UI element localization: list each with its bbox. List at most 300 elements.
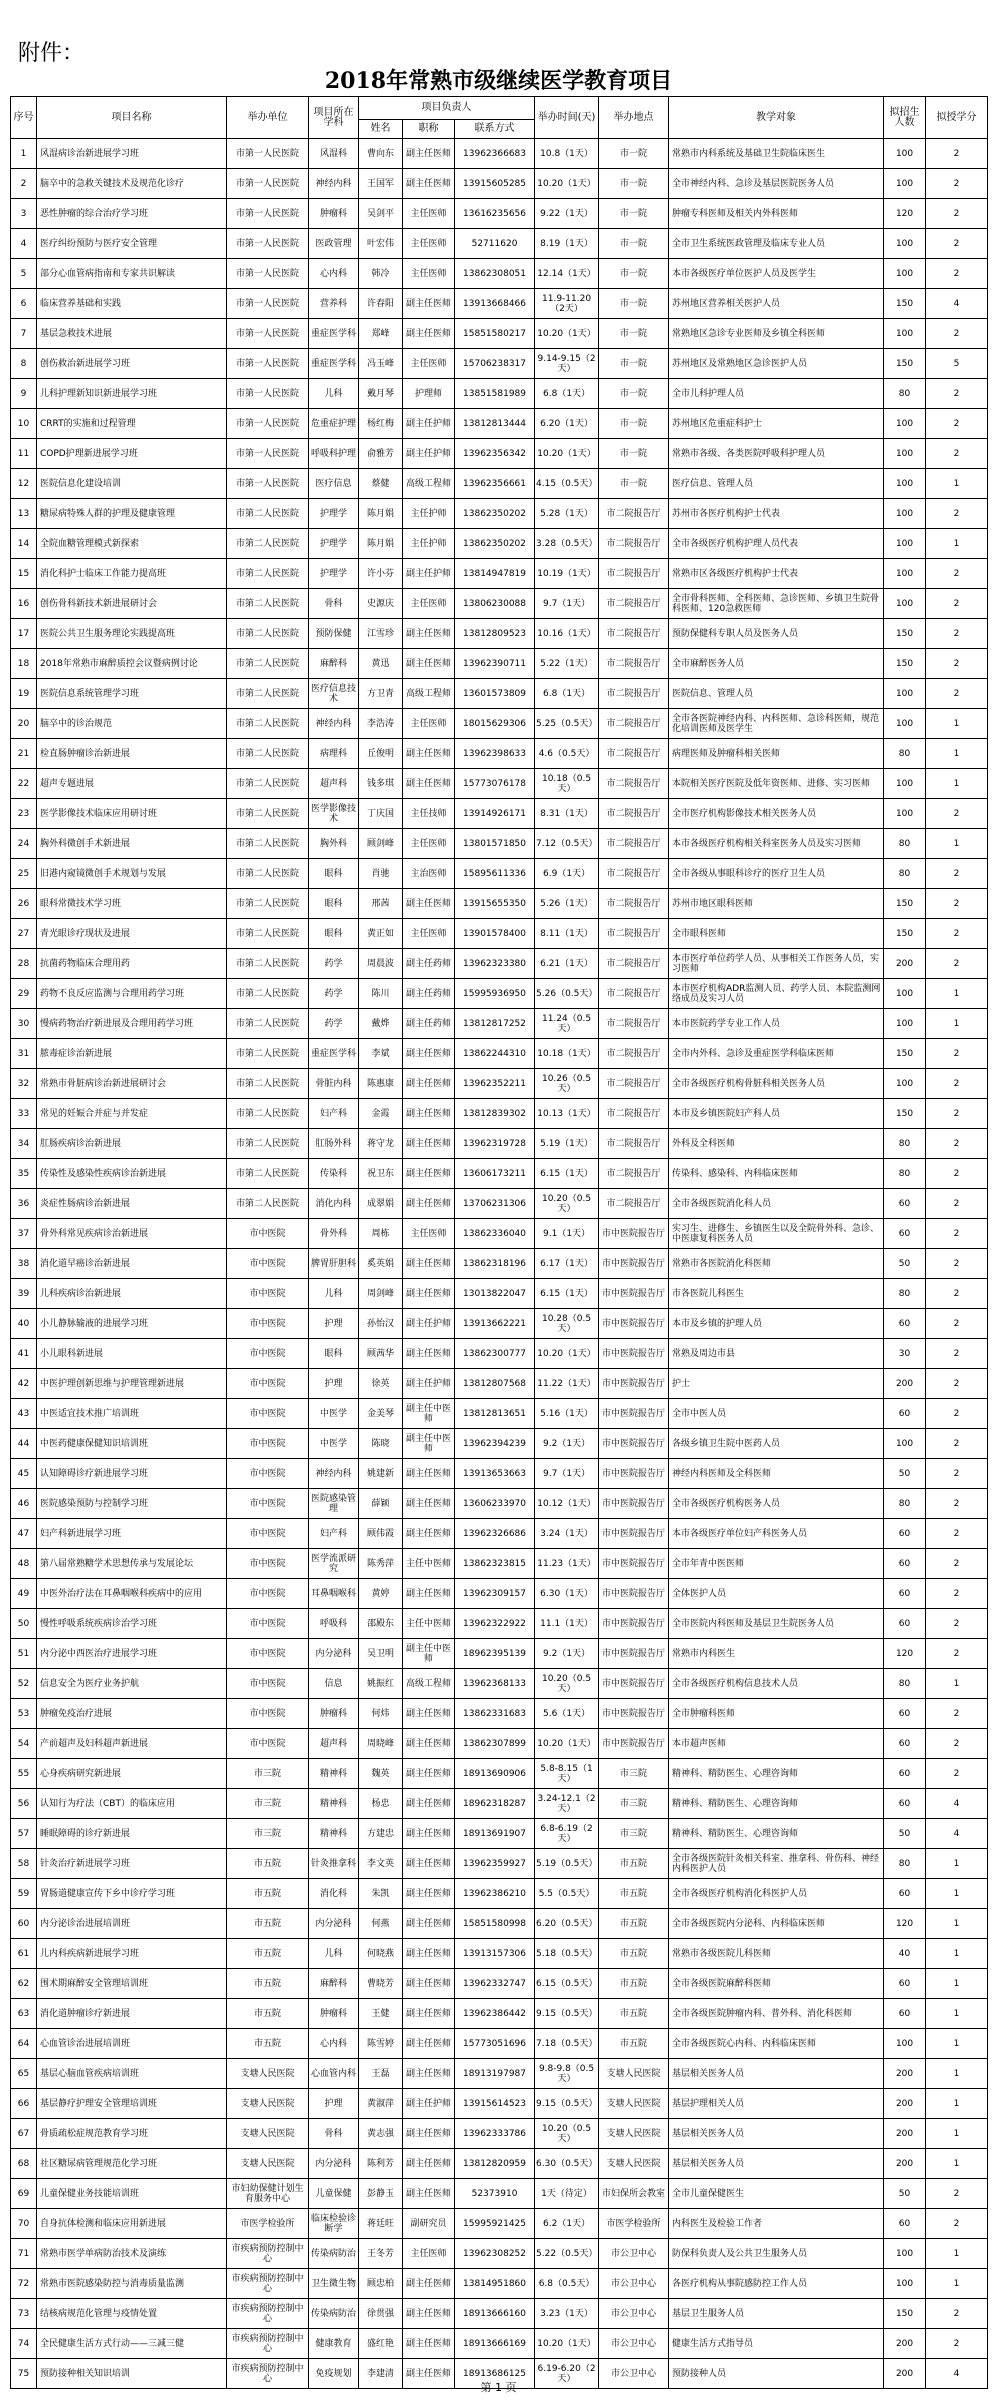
- cell-dept: 儿童保健: [309, 2179, 359, 2209]
- cell-credit: 2: [926, 1609, 988, 1639]
- cell-leader-name: 许春阳: [359, 289, 403, 319]
- cell-no: 12: [11, 469, 37, 499]
- cell-place: 市一院: [599, 259, 669, 289]
- cell-no: 47: [11, 1519, 37, 1549]
- cell-count: 100: [884, 559, 926, 589]
- cell-dept: 心血管内科: [309, 2059, 359, 2089]
- cell-audience: 本市超声医师: [669, 1729, 884, 1759]
- cell-audience: 基层护理相关人员: [669, 2089, 884, 2119]
- cell-no: 16: [11, 589, 37, 619]
- cell-dept: 神经内科: [309, 169, 359, 199]
- cell-leader-name: 韩冷: [359, 259, 403, 289]
- cell-time: 6.19-6.20（2天）: [535, 2359, 599, 2389]
- cell-no: 26: [11, 889, 37, 919]
- cell-leader-title: 副主任医师: [403, 1489, 455, 1519]
- cell-credit: 1: [926, 1849, 988, 1879]
- cell-leader-title: 副主任医师: [403, 1339, 455, 1369]
- cell-leader-phone: 18913197987: [455, 2059, 535, 2089]
- header-audience: 教学对象: [669, 97, 884, 139]
- cell-place: 市中医院报告厅: [599, 1669, 669, 1699]
- cell-audience: 全市各级医疗机构骨脏科相关医务人员: [669, 1069, 884, 1099]
- cell-dept: 药学: [309, 949, 359, 979]
- cell-leader-name: 俞雅芳: [359, 439, 403, 469]
- cell-dept: 病理科: [309, 739, 359, 769]
- cell-leader-title: 副主任医师: [403, 1969, 455, 1999]
- table-row: [11, 2119, 988, 2149]
- cell-dept: 医政管理: [309, 229, 359, 259]
- cell-leader-name: 方卫青: [359, 679, 403, 709]
- cell-leader-title: 副主任护师: [403, 439, 455, 469]
- table-row: [11, 1219, 988, 1249]
- cell-audience: 全市神经内科、急诊及基层医院医务人员: [669, 169, 884, 199]
- table-row: [11, 979, 988, 1009]
- cell-leader-phone: 13962398633: [455, 739, 535, 769]
- cell-leader-title: 副主任医师: [403, 1789, 455, 1819]
- cell-org: 市第二人民医院: [227, 859, 309, 889]
- cell-dept: 儿科: [309, 1279, 359, 1309]
- cell-time: 6.8（1天）: [535, 379, 599, 409]
- cell-audience: 基层相关医务人员: [669, 2119, 884, 2149]
- cell-credit: 2: [926, 1099, 988, 1129]
- cell-leader-phone: 13962366683: [455, 139, 535, 169]
- cell-dept: 护理: [309, 2089, 359, 2119]
- cell-time: 6.17（1天）: [535, 1249, 599, 1279]
- cell-leader-name: 李浩涛: [359, 709, 403, 739]
- table-row: [11, 1909, 988, 1939]
- cell-dept: 医疗信息: [309, 469, 359, 499]
- cell-time: 10.20（1天）: [535, 169, 599, 199]
- cell-time: 5.5（0.5天）: [535, 1879, 599, 1909]
- cell-leader-title: 副主任医师: [403, 1879, 455, 1909]
- cell-leader-phone: 13962333786: [455, 2119, 535, 2149]
- cell-name: 基层静疗护理安全管理培训班: [37, 2089, 227, 2119]
- cell-name: 内分泌诊治进展培训班: [37, 1909, 227, 1939]
- cell-no: 13: [11, 499, 37, 529]
- cell-org: 市第二人民医院: [227, 499, 309, 529]
- cell-leader-phone: 13862244310: [455, 1039, 535, 1069]
- cell-no: 73: [11, 2299, 37, 2329]
- cell-audience: 医院信息、管理人员: [669, 679, 884, 709]
- cell-no: 4: [11, 229, 37, 259]
- cell-count: 100: [884, 589, 926, 619]
- cell-count: 50: [884, 1249, 926, 1279]
- cell-place: 市一院: [599, 349, 669, 379]
- table-row: [11, 1879, 988, 1909]
- cell-name: 中医药健康保健知识培训班: [37, 1429, 227, 1459]
- cell-time: 4.15（0.5天）: [535, 469, 599, 499]
- cell-audience: 全市眼科医师: [669, 919, 884, 949]
- cell-leader-title: 副主任医师: [403, 2149, 455, 2179]
- cell-leader-name: 周栋: [359, 1219, 403, 1249]
- cell-count: 100: [884, 409, 926, 439]
- cell-audience: 肿瘤专科医师及相关内外科医师: [669, 199, 884, 229]
- cell-place: 市二院报告厅: [599, 1069, 669, 1099]
- cell-name: 医疗纠纷预防与医疗安全管理: [37, 229, 227, 259]
- cell-dept: 内分泌科: [309, 1909, 359, 1939]
- cell-audience: 全市儿科护理人员: [669, 379, 884, 409]
- cell-count: 100: [884, 1009, 926, 1039]
- cell-credit: 1: [926, 2149, 988, 2179]
- page-title: 2018年常熟市级继续医学教育项目: [324, 68, 673, 94]
- cell-count: 60: [884, 1999, 926, 2029]
- cell-place: 市二院报告厅: [599, 1189, 669, 1219]
- cell-org: 市中医院: [227, 1279, 309, 1309]
- cell-time: 4.6（0.5天）: [535, 739, 599, 769]
- cell-leader-title: 副主任医师: [403, 139, 455, 169]
- cell-leader-name: 王磊: [359, 2059, 403, 2089]
- cell-no: 49: [11, 1579, 37, 1609]
- cell-org: 市五院: [227, 1939, 309, 1969]
- cell-leader-title: 副主任护师: [403, 559, 455, 589]
- cell-dept: 卫生微生物: [309, 2269, 359, 2299]
- cell-place: 市中医院报告厅: [599, 1279, 669, 1309]
- cell-credit: 4: [926, 2359, 988, 2389]
- cell-audience: 全市各级医疗机构消化科医护人员: [669, 1879, 884, 1909]
- cell-count: 50: [884, 2179, 926, 2209]
- cell-count: 100: [884, 259, 926, 289]
- cell-place: 市二院报告厅: [599, 649, 669, 679]
- cell-org: 市中医院: [227, 1579, 309, 1609]
- cell-count: 80: [884, 1849, 926, 1879]
- cell-count: 100: [884, 799, 926, 829]
- table-row: [11, 529, 988, 559]
- cell-dept: 胸外科: [309, 829, 359, 859]
- cell-credit: 1: [926, 2059, 988, 2089]
- cell-leader-title: 主任中医师: [403, 1609, 455, 1639]
- cell-place: 支塘人民医院: [599, 2059, 669, 2089]
- cell-time: 5.22（0.5天）: [535, 2239, 599, 2269]
- cell-leader-name: 周晓峰: [359, 1729, 403, 1759]
- cell-place: 市三院: [599, 1819, 669, 1849]
- cell-leader-title: 副主任医师: [403, 1999, 455, 2029]
- cell-no: 63: [11, 1999, 37, 2029]
- table-row: [11, 379, 988, 409]
- cell-count: 100: [884, 229, 926, 259]
- cell-dept: 内分泌科: [309, 1639, 359, 1669]
- cell-dept: 精神科: [309, 1819, 359, 1849]
- cell-count: 200: [884, 2089, 926, 2119]
- cell-leader-phone: 13862323815: [455, 1549, 535, 1579]
- cell-name: 医院感染预防与控制学习班: [37, 1489, 227, 1519]
- cell-leader-name: 曹向东: [359, 139, 403, 169]
- cell-audience: 苏州地区危重症科护士: [669, 409, 884, 439]
- cell-name: 基层心脑血管疾病培训班: [37, 2059, 227, 2089]
- cell-dept: 神经内科: [309, 709, 359, 739]
- cell-leader-name: 黄志强: [359, 2119, 403, 2149]
- cell-leader-name: 陈利芳: [359, 2149, 403, 2179]
- cell-credit: 2: [926, 949, 988, 979]
- cell-time: 6.30（0.5天）: [535, 2149, 599, 2179]
- cell-count: 150: [884, 1039, 926, 1069]
- cell-place: 市二院报告厅: [599, 739, 669, 769]
- cell-name: 全院血糖管理模式新探索: [37, 529, 227, 559]
- cell-no: 30: [11, 1009, 37, 1039]
- cell-place: 市一院: [599, 319, 669, 349]
- cell-count: 80: [884, 1489, 926, 1519]
- table-row: [11, 1039, 988, 1069]
- cell-leader-name: 戴月琴: [359, 379, 403, 409]
- cell-no: 58: [11, 1849, 37, 1879]
- cell-dept: 超声科: [309, 769, 359, 799]
- cell-leader-title: 副主任医师: [403, 169, 455, 199]
- cell-time: 6.20（1天）: [535, 409, 599, 439]
- cell-place: 市二院报告厅: [599, 679, 669, 709]
- cell-leader-title: 副主任医师: [403, 1579, 455, 1609]
- cell-dept: 护理学: [309, 529, 359, 559]
- cell-count: 200: [884, 1369, 926, 1399]
- cell-org: 市疾病预防控制中心: [227, 2239, 309, 2269]
- cell-time: 6.8（0.5天）: [535, 2269, 599, 2299]
- cell-no: 18: [11, 649, 37, 679]
- cell-org: 市第二人民医院: [227, 919, 309, 949]
- cell-credit: 1: [926, 1969, 988, 1999]
- cell-count: 100: [884, 2029, 926, 2059]
- cell-leader-title: 副主任中医师: [403, 1429, 455, 1459]
- cell-no: 29: [11, 979, 37, 1009]
- cell-place: 市中医院报告厅: [599, 1459, 669, 1489]
- cell-place: 市一院: [599, 289, 669, 319]
- cell-leader-name: 盛红艳: [359, 2329, 403, 2359]
- cell-audience: 本院相关医疗医院及低年资医师、进修、实习医师: [669, 769, 884, 799]
- cell-leader-name: 周晨波: [359, 949, 403, 979]
- cell-leader-phone: 13962332747: [455, 1969, 535, 1999]
- cell-credit: 2: [926, 319, 988, 349]
- cell-dept: 重症医学科: [309, 349, 359, 379]
- cell-time: 9.2（1天）: [535, 1639, 599, 1669]
- cell-audience: 全市各级医院针灸相关科室、推拿科、骨伤科、神经内科医护人员: [669, 1849, 884, 1879]
- table-row: [11, 2269, 988, 2299]
- cell-count: 40: [884, 1939, 926, 1969]
- cell-leader-phone: 13962308252: [455, 2239, 535, 2269]
- cell-audience: 病理医师及肿瘤科相关医师: [669, 739, 884, 769]
- cell-leader-title: 副主任医师: [403, 1939, 455, 1969]
- cell-leader-title: 副主任药师: [403, 1009, 455, 1039]
- cell-audience: 外科及全科医师: [669, 1129, 884, 1159]
- cell-dept: 麻醉科: [309, 649, 359, 679]
- attachment-label: 附件：: [18, 41, 85, 66]
- cell-leader-phone: 13013822047: [455, 1279, 535, 1309]
- cell-credit: 2: [926, 1309, 988, 1339]
- table-row: [11, 2239, 988, 2269]
- cell-leader-title: 副主任医师: [403, 1849, 455, 1879]
- cell-leader-name: 王冬芳: [359, 2239, 403, 2269]
- cell-no: 9: [11, 379, 37, 409]
- cell-org: 市妇幼保健计划生育服务中心: [227, 2179, 309, 2209]
- cell-time: 10.26（0.5天）: [535, 1069, 599, 1099]
- cell-org: 市第一人民医院: [227, 229, 309, 259]
- page-number: 第 1 页: [480, 2381, 517, 2394]
- cell-place: 市中医院报告厅: [599, 1219, 669, 1249]
- cell-no: 67: [11, 2119, 37, 2149]
- cell-audience: 本市医院药学专业工作人员: [669, 1009, 884, 1039]
- cell-leader-name: 陈川: [359, 979, 403, 1009]
- cell-leader-title: 主任护师: [403, 499, 455, 529]
- cell-no: 6: [11, 289, 37, 319]
- cell-time: 9.7（1天）: [535, 1459, 599, 1489]
- cell-audience: 常熟市各级医院儿科医师: [669, 1939, 884, 1969]
- cell-credit: 2: [926, 559, 988, 589]
- cell-leader-title: 副主任医师: [403, 2119, 455, 2149]
- cell-place: 市中医院报告厅: [599, 1309, 669, 1339]
- cell-place: 市五院: [599, 1969, 669, 1999]
- cell-leader-title: 副主任护师: [403, 1309, 455, 1339]
- cell-count: 100: [884, 469, 926, 499]
- cell-count: 60: [884, 1879, 926, 1909]
- cell-time: 6.15（1天）: [535, 1279, 599, 1309]
- cell-org: 市疾病预防控制中心: [227, 2359, 309, 2389]
- cell-count: 200: [884, 2059, 926, 2089]
- cell-no: 53: [11, 1699, 37, 1729]
- cell-leader-title: 副主任药师: [403, 949, 455, 979]
- cell-place: 市二院报告厅: [599, 589, 669, 619]
- cell-place: 市五院: [599, 1879, 669, 1909]
- cell-name: 肿瘤免疫治疗进展: [37, 1699, 227, 1729]
- cell-org: 市五院: [227, 2029, 309, 2059]
- cell-time: 8.31（1天）: [535, 799, 599, 829]
- cell-place: 市二院报告厅: [599, 1159, 669, 1189]
- cell-audience: 本市及乡镇医院妇产科人员: [669, 1099, 884, 1129]
- cell-org: 市第二人民医院: [227, 1189, 309, 1219]
- table-row: [11, 709, 988, 739]
- cell-dept: 医疗信息技术: [309, 679, 359, 709]
- cell-org: 市第一人民医院: [227, 139, 309, 169]
- cell-leader-title: 副主任医师: [403, 649, 455, 679]
- cell-credit: 2: [926, 2329, 988, 2359]
- cell-no: 65: [11, 2059, 37, 2089]
- cell-leader-phone: 15851580217: [455, 319, 535, 349]
- cell-leader-phone: 13812839302: [455, 1099, 535, 1129]
- cell-leader-title: 副主任医师: [403, 2179, 455, 2209]
- cell-name: 小儿静脉输液的进展学习班: [37, 1309, 227, 1339]
- cell-count: 100: [884, 529, 926, 559]
- cell-audience: 医疗信息、管理人员: [669, 469, 884, 499]
- cell-dept: 麻醉科: [309, 1969, 359, 1999]
- cell-time: 10.12（1天）: [535, 1489, 599, 1519]
- table-row: [11, 2089, 988, 2119]
- cell-no: 24: [11, 829, 37, 859]
- cell-leader-title: 主任医师: [403, 349, 455, 379]
- cell-audience: 全市医院内科医师及基层卫生院医务人员: [669, 1609, 884, 1639]
- cell-place: 市二院报告厅: [599, 559, 669, 589]
- table-row: [11, 319, 988, 349]
- cell-count: 80: [884, 1279, 926, 1309]
- cell-name: 医学影像技术临床应用研讨班: [37, 799, 227, 829]
- cell-leader-title: 副主任医师: [403, 1069, 455, 1099]
- cell-no: 14: [11, 529, 37, 559]
- cell-time: 7.12（0.5天）: [535, 829, 599, 859]
- cell-dept: 呼吸科护理: [309, 439, 359, 469]
- cell-place: 市中医院报告厅: [599, 1369, 669, 1399]
- cell-audience: 精神科、精防医生、心理咨询师: [669, 1759, 884, 1789]
- cell-credit: 1: [926, 2269, 988, 2299]
- table-row: [11, 649, 988, 679]
- cell-leader-title: 副主任医师: [403, 1699, 455, 1729]
- cell-leader-phone: 18015629306: [455, 709, 535, 739]
- cell-leader-phone: 13812820959: [455, 2149, 535, 2179]
- cell-dept: 护理: [309, 1309, 359, 1339]
- cell-org: 市中医院: [227, 1669, 309, 1699]
- cell-count: 150: [884, 349, 926, 379]
- cell-count: 150: [884, 649, 926, 679]
- cell-leader-name: 李文英: [359, 1849, 403, 1879]
- table-row: [11, 1099, 988, 1129]
- cell-audience: 全市各级医疗机构护理人员代表: [669, 529, 884, 559]
- cell-no: 66: [11, 2089, 37, 2119]
- cell-name: 认知行为疗法（CBT）的临床应用: [37, 1789, 227, 1819]
- cell-no: 8: [11, 349, 37, 379]
- cell-count: 60: [884, 1549, 926, 1579]
- cell-leader-name: 王健: [359, 1999, 403, 2029]
- cell-credit: 1: [926, 1009, 988, 1039]
- cell-credit: 1: [926, 1879, 988, 1909]
- cell-leader-title: 副主任医师: [403, 1039, 455, 1069]
- cell-name: 常熟市骨脏病诊治新进展研讨会: [37, 1069, 227, 1099]
- cell-org: 市第二人民医院: [227, 1009, 309, 1039]
- cell-leader-title: 主任医师: [403, 229, 455, 259]
- cell-place: 市一院: [599, 439, 669, 469]
- cell-name: 医院信息系统管理学习班: [37, 679, 227, 709]
- cell-leader-name: 邵殿东: [359, 1609, 403, 1639]
- cell-leader-phone: 13915605285: [455, 169, 535, 199]
- cell-audience: 常熟市区各级医疗机构护士代表: [669, 559, 884, 589]
- cell-place: 市中医院报告厅: [599, 1639, 669, 1669]
- cell-leader-title: 副主任中医师: [403, 1639, 455, 1669]
- cell-org: 市五院: [227, 1849, 309, 1879]
- cell-count: 60: [884, 1519, 926, 1549]
- cell-audience: 常熟市内科医生: [669, 1639, 884, 1669]
- cell-time: 10.20（1天）: [535, 439, 599, 469]
- cell-leader-phone: 13962356661: [455, 469, 535, 499]
- cell-leader-name: 戴烨: [359, 1009, 403, 1039]
- cell-org: 市第二人民医院: [227, 709, 309, 739]
- cell-leader-name: 陈月娟: [359, 499, 403, 529]
- cell-name: 中医护理创新思维与护理管理新进展: [37, 1369, 227, 1399]
- table-row: [11, 1699, 988, 1729]
- cell-leader-title: 主任技师: [403, 799, 455, 829]
- cell-leader-phone: 13862350202: [455, 529, 535, 559]
- cell-credit: 2: [926, 1699, 988, 1729]
- cell-time: 6.8（1天）: [535, 679, 599, 709]
- cell-leader-name: 顾茜华: [359, 1339, 403, 1369]
- table-row: [11, 679, 988, 709]
- cell-name: 慢性呼吸系统疾病诊治学习班: [37, 1609, 227, 1639]
- cell-credit: 2: [926, 679, 988, 709]
- cell-count: 50: [884, 1819, 926, 1849]
- cell-name: 认知障碍诊疗新进展学习班: [37, 1459, 227, 1489]
- cell-audience: 常熟市各级、各类医院呼吸科护理人员: [669, 439, 884, 469]
- cell-count: 200: [884, 2149, 926, 2179]
- cell-count: 80: [884, 379, 926, 409]
- cell-credit: 2: [926, 259, 988, 289]
- cell-leader-phone: 15995921425: [455, 2209, 535, 2239]
- table-row: [11, 1849, 988, 1879]
- cell-name: 药物不良反应监测与合理用药学习班: [37, 979, 227, 1009]
- cell-leader-phone: 13812813651: [455, 1399, 535, 1429]
- cell-leader-phone: 15851580998: [455, 1909, 535, 1939]
- cell-audience: 全市各级医院麻醉科医师: [669, 1969, 884, 1999]
- cell-org: 市中医院: [227, 1339, 309, 1369]
- cell-org: 市中医院: [227, 1369, 309, 1399]
- table-row: [11, 2059, 988, 2089]
- cell-credit: 2: [926, 1159, 988, 1189]
- cell-count: 100: [884, 439, 926, 469]
- cell-org: 市三院: [227, 1759, 309, 1789]
- cell-leader-title: 副主任医师: [403, 889, 455, 919]
- table-row: [11, 439, 988, 469]
- cell-leader-title: 主任医师: [403, 2239, 455, 2269]
- header-org: 举办单位: [227, 97, 309, 139]
- cell-time: 7.18（0.5天）: [535, 2029, 599, 2059]
